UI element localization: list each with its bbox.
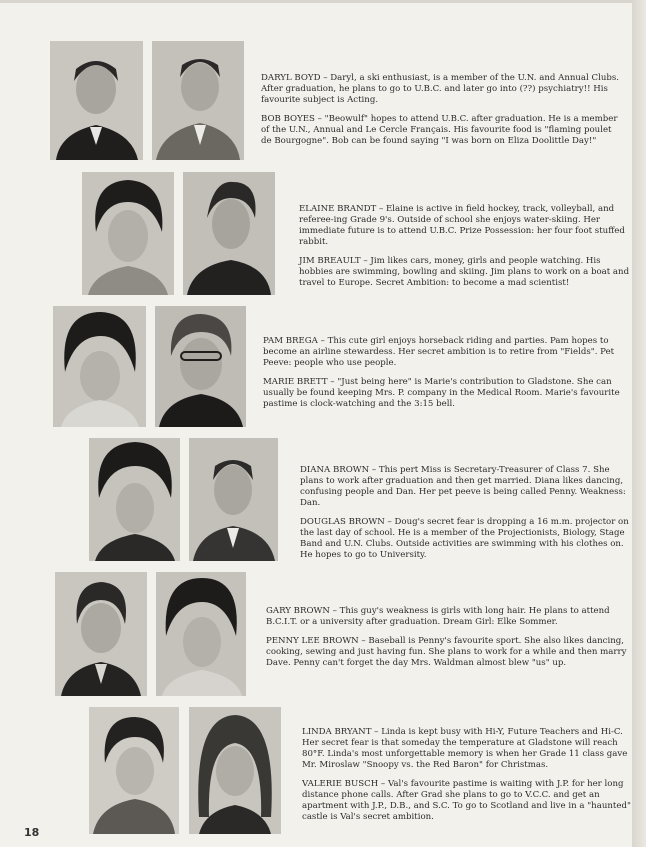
portrait-photo-marie-brett: [155, 306, 246, 427]
bio-valerie-busch: VALERIE BUSCH – Val's favourite pastime is waiting with J.P. for her long distance phone calls. After Grad she plans to go to V.C.C. and get an apartment with J.P., D.B., and S.C. To go to Scotland and live in a "haunted" castle is Val's secret ambition.: [302, 779, 631, 822]
bio-pam-brega: PAM BREGA – This cute girl enjoys horseback riding and parties. Pam hopes to become an airline stewardess. Her secret ambition is to retire from "Fields". Pet Peeve: people who use people.: [263, 336, 615, 368]
bio-douglas-brown: DOUGLAS BROWN – Doug's secret fear is dropping a 16 m.m. projector on the last day of school. He is a member of the Projectionists, Biology, Stage Band and U.N. Clubs. Outside activities are swimming with his clothes on. He hopes to go to University.: [300, 517, 629, 560]
bio-block-6: [302, 727, 634, 831]
bio-block-1: [261, 73, 623, 155]
bio-block-2: [299, 204, 633, 297]
bio-elaine-brandt: ELAINE BRANDT – Elaine is active in field hockey, track, volleyball, and referee-ing Grade 9's. Outside of school she enjoys water-skiing. Her immediate future is to attend U.B.C. Prize Possession: her four foot stuffed rabbit.: [299, 204, 625, 247]
portrait-photo-elaine-brandt: [82, 172, 174, 295]
portrait-photo-pam-brega: [53, 306, 146, 427]
bio-marie-brett: MARIE BRETT – "Just being here" is Marie's contribution to Gladstone. She can usually be found keeping Mrs. P. company in the Medical Room. Marie's favourite pastime is clock-watching and the 3:15 bell.: [263, 377, 620, 409]
bio-bob-boyes: BOB BOYES – "Beowulf" hopes to attend U.B.C. after graduation. He is a member of the U.N., Annual and Le Cercle Français. His favourite food is "flaming poulet de Bourgogne". Bob can be found saying "I was born on Eliza Doolittle Day!": [261, 114, 618, 146]
portrait-photo-valerie-busch: [189, 707, 281, 834]
portrait-photo-bob-boyes: [152, 41, 244, 160]
page-top-edge: [0, 0, 646, 3]
page-binding-edge: [632, 0, 646, 847]
bio-block-5: [266, 606, 628, 677]
bio-block-4: [300, 465, 630, 569]
page-number: 18: [24, 826, 40, 839]
portrait-photo-jim-breault: [183, 172, 275, 295]
bio-gary-brown: GARY BROWN – This guy's weakness is girls with long hair. He plans to attend B.C.I.T. or a university after graduation. Dream Girl: Elke Sommer.: [266, 606, 610, 627]
bio-jim-breault: JIM BREAULT – Jim likes cars, money, girls and people watching. His hobbies are swimming, bowling and skiing. Jim plans to work on a boat and travel to Europe. Secret Ambition: to become a mad scientist!: [299, 256, 630, 288]
bio-block-3: [263, 336, 625, 418]
portrait-photo-diana-brown: [89, 438, 180, 561]
portrait-photo-douglas-brown: [189, 438, 278, 561]
bio-linda-bryant: LINDA BRYANT – Linda is kept busy with Hi-Y, Future Teachers and Hi-C. Her secret fear is that someday the temperature at Gladstone will reach 80°F. Linda's most unforgettable memory is when her Grade 11 class gave Mr. Miroslaw "Snoopy vs. the Red Baron" for Christmas.: [302, 727, 628, 770]
portrait-photo-daryl-boyd: [50, 41, 143, 160]
portrait-photo-linda-bryant: [89, 707, 179, 834]
bio-penny-lee-brown: PENNY LEE BROWN – Baseball is Penny's favourite sport. She also likes dancing, cooking, sewing and just having fun. She plans to work for a while and then marry Dave. Penny can't forget the day Mrs. Waldman almost blew "us" up.: [266, 636, 627, 668]
bio-diana-brown: DIANA BROWN – This pert Miss is Secretary-Treasurer of Class 7. She plans to work after graduation and then get married. Diana likes dancing, confusing people and Dan. Her pet peeve is being called Penny. Weakness: Dan.: [300, 465, 626, 508]
bio-daryl-boyd: DARYL BOYD – Daryl, a ski enthusiast, is a member of the U.N. and Annual Clubs. After graduation, he plans to go to U.B.C. and later go into (??) psychiatry!! His favourite subject is Acting.: [261, 73, 620, 105]
portrait-photo-penny-lee-brown: [156, 572, 246, 696]
portrait-photo-gary-brown: [55, 572, 147, 696]
